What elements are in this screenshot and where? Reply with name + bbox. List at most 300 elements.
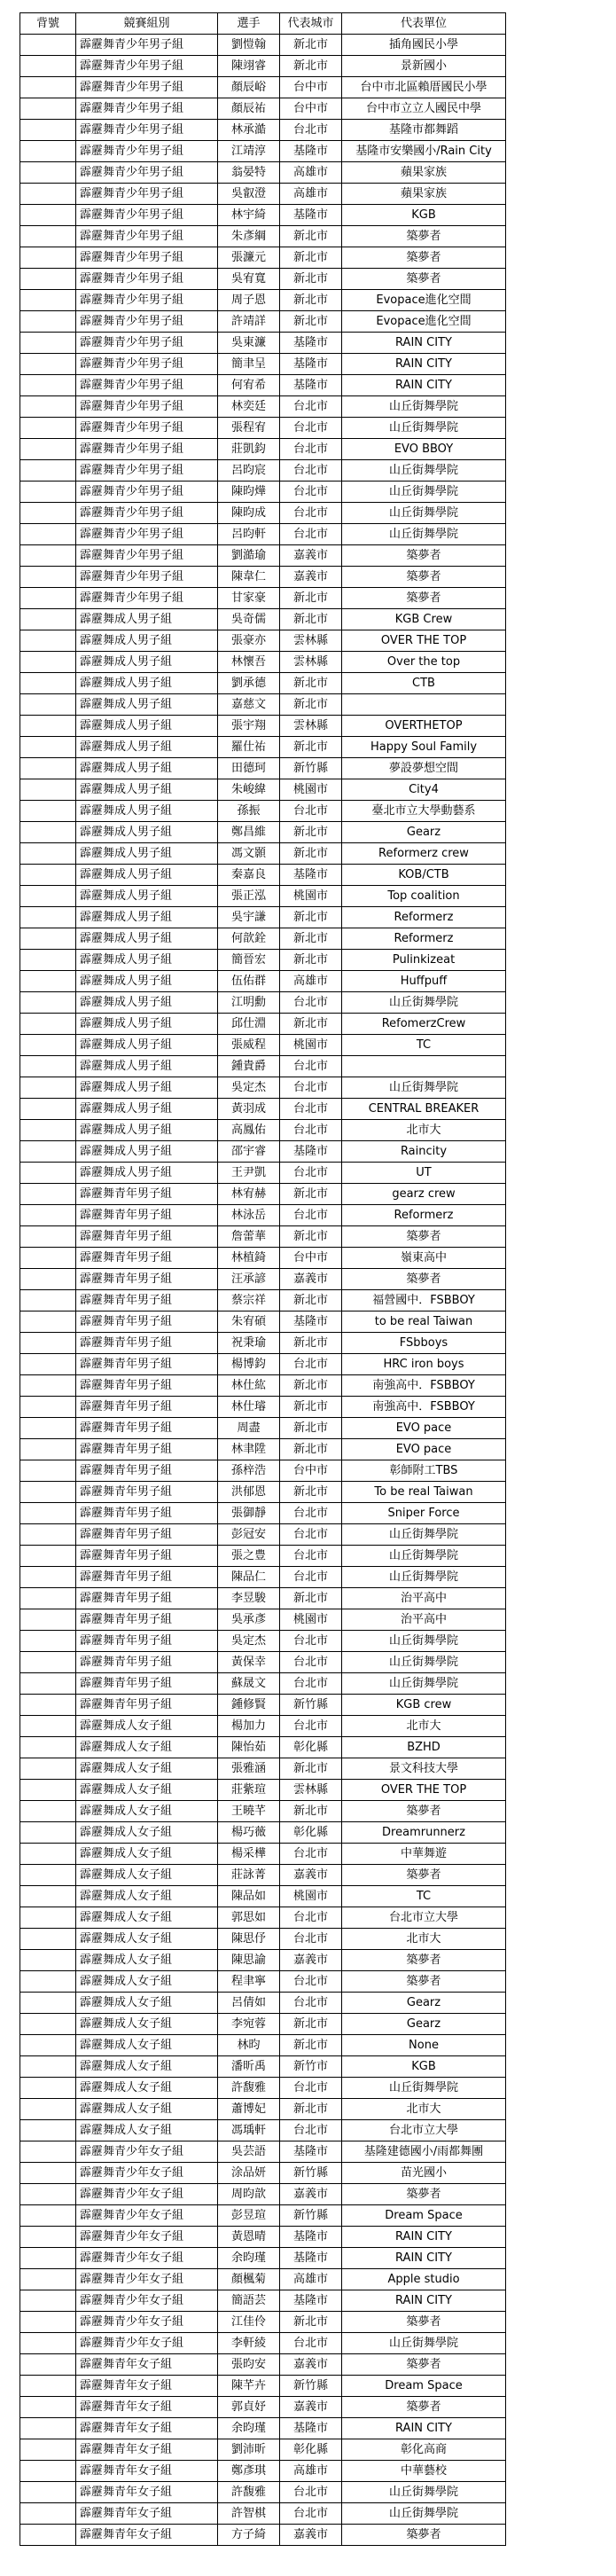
cell-division: 霹靂舞成人男子組 (76, 758, 218, 779)
cell-player: 羅仕祐 (218, 737, 280, 758)
cell-city: 嘉義市 (280, 2525, 342, 2546)
cell-number (20, 2099, 76, 2120)
table-row (20, 950, 506, 971)
cell-player: 林昀 (218, 2035, 280, 2056)
cell-city: 台北市 (280, 2078, 342, 2099)
cell-player: 方子綺 (218, 2525, 280, 2546)
cell-number (20, 758, 76, 779)
cell-number (20, 1652, 76, 1673)
cell-number (20, 2525, 76, 2546)
cell-unit: Sniper Force (342, 1503, 506, 1524)
column-header-city: 代表城市 (280, 13, 342, 35)
cell-number (20, 1099, 76, 1120)
cell-unit: RefomerzCrew (342, 1014, 506, 1035)
cell-division: 霹靂舞青少年男子組 (76, 269, 218, 290)
cell-number (20, 1907, 76, 1929)
cell-player: 鄭彥琪 (218, 2461, 280, 2482)
cell-division: 霹靂舞成人女子組 (76, 2078, 218, 2099)
table-row (20, 1588, 506, 1609)
cell-number (20, 1311, 76, 1333)
cell-number (20, 1716, 76, 1737)
cell-number (20, 779, 76, 801)
cell-division: 霹靂舞成人男子組 (76, 928, 218, 950)
cell-unit: Gearz (342, 822, 506, 843)
cell-unit: None (342, 2035, 506, 2056)
cell-number (20, 1141, 76, 1163)
cell-number (20, 2333, 76, 2354)
cell-division: 霹靂舞成人男子組 (76, 865, 218, 886)
table-row (20, 1163, 506, 1184)
table-row (20, 1567, 506, 1588)
cell-player: 陳昀燁 (218, 482, 280, 503)
cell-division: 霹靂舞成人女子組 (76, 1993, 218, 2014)
cell-unit: 蘋果家族 (342, 162, 506, 184)
table-row (20, 460, 506, 482)
cell-city: 雲林縣 (280, 630, 342, 652)
table-row (20, 1354, 506, 1375)
cell-division: 霹靂舞成人女子組 (76, 2099, 218, 2120)
cell-player: 黃保幸 (218, 1652, 280, 1673)
cell-division: 霹靂舞青年男子組 (76, 1567, 218, 1588)
cell-player: 朱宥碩 (218, 1311, 280, 1333)
cell-unit: RAIN CITY (342, 2248, 506, 2269)
cell-unit: To be real Taiwan (342, 1482, 506, 1503)
cell-player: 黃恩晴 (218, 2227, 280, 2248)
cell-division: 霹靂舞青年女子組 (76, 2503, 218, 2525)
cell-unit: 插角國民小學 (342, 35, 506, 56)
cell-city: 基隆市 (280, 2248, 342, 2269)
cell-number (20, 1460, 76, 1482)
cell-city: 新北市 (280, 290, 342, 311)
cell-division: 霹靂舞青少年男子組 (76, 311, 218, 333)
cell-division: 霹靂舞青年男子組 (76, 1397, 218, 1418)
cell-unit: 景新國小 (342, 56, 506, 77)
cell-city: 桃園市 (280, 1609, 342, 1631)
table-row (20, 843, 506, 865)
cell-division: 霹靂舞成人男子組 (76, 950, 218, 971)
cell-unit: 南強高中．FSBBOY (342, 1375, 506, 1397)
table-row (20, 2503, 506, 2525)
cell-player: 張之豊 (218, 1546, 280, 1567)
cell-unit: Reformerz crew (342, 843, 506, 865)
cell-division: 霹靂舞青年女子組 (76, 2418, 218, 2439)
cell-unit: gearz crew (342, 1184, 506, 1205)
cell-unit: 山丘街舞學院 (342, 1546, 506, 1567)
cell-city: 新北市 (280, 694, 342, 716)
cell-city: 新北市 (280, 1014, 342, 1035)
table-row (20, 1609, 506, 1631)
cell-city: 雲林縣 (280, 652, 342, 673)
table-row (20, 162, 506, 184)
cell-number (20, 503, 76, 524)
table-row (20, 2120, 506, 2141)
cell-player: 周昀歆 (218, 2184, 280, 2205)
cell-city: 台北市 (280, 1716, 342, 1737)
cell-city: 高雄市 (280, 162, 342, 184)
cell-division: 霹靂舞青年男子組 (76, 1205, 218, 1226)
cell-number (20, 822, 76, 843)
cell-unit: 嶺東高中 (342, 1248, 506, 1269)
cell-number (20, 2141, 76, 2163)
cell-city: 高雄市 (280, 2461, 342, 2482)
cell-division: 霹靂舞成人男子組 (76, 886, 218, 907)
cell-division: 霹靂舞青少年男子組 (76, 375, 218, 396)
cell-number (20, 1695, 76, 1716)
cell-player: 彭昱瑄 (218, 2205, 280, 2227)
table-row (20, 1269, 506, 1290)
cell-number (20, 2248, 76, 2269)
table-row (20, 1780, 506, 1801)
cell-player: 鍾貴爵 (218, 1056, 280, 1077)
table-row (20, 1120, 506, 1141)
table-row (20, 1524, 506, 1546)
cell-division: 霹靂舞青少年女子組 (76, 2163, 218, 2184)
cell-unit: Dreamrunnerz (342, 1822, 506, 1844)
cell-player: 李軒綾 (218, 2333, 280, 2354)
cell-player: 朱峻緯 (218, 779, 280, 801)
cell-division: 霹靂舞青少年男子組 (76, 588, 218, 609)
cell-number (20, 1886, 76, 1907)
cell-city: 新竹縣 (280, 1695, 342, 1716)
cell-division: 霹靂舞青年女子組 (76, 2397, 218, 2418)
cell-player: 鄭昌維 (218, 822, 280, 843)
cell-player: 祝秉瑜 (218, 1333, 280, 1354)
cell-player: 許智棋 (218, 2503, 280, 2525)
table-header (20, 13, 506, 35)
table-row (20, 226, 506, 247)
cell-unit: 台北市立大學 (342, 2120, 506, 2141)
cell-number (20, 141, 76, 162)
table-row (20, 333, 506, 354)
cell-player: 陳昀成 (218, 503, 280, 524)
table-row (20, 1333, 506, 1354)
cell-city: 新北市 (280, 1397, 342, 1418)
cell-city: 台北市 (280, 1354, 342, 1375)
cell-city: 台中市 (280, 1460, 342, 1482)
table-row (20, 375, 506, 396)
cell-player: 陳思諭 (218, 1950, 280, 1971)
cell-unit: 築夢者 (342, 2354, 506, 2376)
cell-number (20, 1929, 76, 1950)
cell-city: 雲林縣 (280, 716, 342, 737)
cell-player: 蕭博妃 (218, 2099, 280, 2120)
cell-unit: BZHD (342, 1737, 506, 1758)
cell-number (20, 2482, 76, 2503)
table-row (20, 503, 506, 524)
table-row (20, 992, 506, 1014)
cell-number (20, 269, 76, 290)
cell-number (20, 801, 76, 822)
cell-number (20, 1673, 76, 1695)
cell-city: 桃園市 (280, 779, 342, 801)
cell-unit: City4 (342, 779, 506, 801)
cell-number (20, 971, 76, 992)
cell-city: 基隆市 (280, 2290, 342, 2312)
cell-city: 新竹縣 (280, 758, 342, 779)
cell-number (20, 2418, 76, 2439)
table-row (20, 1673, 506, 1695)
cell-player: 許馥雅 (218, 2482, 280, 2503)
cell-city: 新北市 (280, 1333, 342, 1354)
table-row (20, 1035, 506, 1056)
table-row (20, 652, 506, 673)
cell-division: 霹靂舞青少年男子組 (76, 247, 218, 269)
cell-number (20, 98, 76, 120)
cell-player: 劉澔瑜 (218, 545, 280, 567)
cell-city: 新北市 (280, 1184, 342, 1205)
cell-unit: 夢設夢想空間 (342, 758, 506, 779)
cell-city: 台中市 (280, 77, 342, 98)
cell-player: 吳東濂 (218, 333, 280, 354)
cell-city: 新北市 (280, 1588, 342, 1609)
cell-division: 霹靂舞青少年女子組 (76, 2141, 218, 2163)
table-row (20, 865, 506, 886)
cell-player: 林植錡 (218, 1248, 280, 1269)
table-row (20, 2397, 506, 2418)
table-row (20, 588, 506, 609)
table-row (20, 1929, 506, 1950)
cell-number (20, 1631, 76, 1652)
cell-player: 許靖詳 (218, 311, 280, 333)
cell-city: 新竹縣 (280, 2376, 342, 2397)
cell-player: 周子恩 (218, 290, 280, 311)
cell-division: 霹靂舞青年男子組 (76, 1333, 218, 1354)
cell-player: 蘇晟文 (218, 1673, 280, 1695)
cell-division: 霹靂舞青年男子組 (76, 1184, 218, 1205)
cell-number (20, 673, 76, 694)
cell-division: 霹靂舞青年女子組 (76, 2376, 218, 2397)
cell-unit: 山丘街舞學院 (342, 524, 506, 545)
table-row (20, 439, 506, 460)
cell-player: 江明勳 (218, 992, 280, 1014)
cell-unit: 築夢者 (342, 2397, 506, 2418)
cell-unit: Gearz (342, 1993, 506, 2014)
cell-unit: 蘋果家族 (342, 184, 506, 205)
table-row (20, 1439, 506, 1460)
cell-player: 高鳳佑 (218, 1120, 280, 1141)
cell-city: 基隆市 (280, 1141, 342, 1163)
cell-unit: 北市大 (342, 2099, 506, 2120)
cell-unit: 北市大 (342, 1716, 506, 1737)
table-row (20, 205, 506, 226)
table-row (20, 354, 506, 375)
table-row (20, 2290, 506, 2312)
cell-number (20, 35, 76, 56)
cell-city: 台北市 (280, 1120, 342, 1141)
cell-division: 霹靂舞青年男子組 (76, 1652, 218, 1673)
table-row (20, 1546, 506, 1567)
cell-unit: 山丘街舞學院 (342, 1077, 506, 1099)
cell-player: 張程宥 (218, 418, 280, 439)
cell-player: 吳定杰 (218, 1077, 280, 1099)
cell-city: 新北市 (280, 35, 342, 56)
cell-unit: 築夢者 (342, 567, 506, 588)
cell-unit: 築夢者 (342, 1269, 506, 1290)
cell-city: 新北市 (280, 2099, 342, 2120)
cell-city: 嘉義市 (280, 2184, 342, 2205)
cell-player: 顏楓菊 (218, 2269, 280, 2290)
cell-number (20, 865, 76, 886)
cell-division: 霹靂舞成人男子組 (76, 822, 218, 843)
cell-division: 霹靂舞青年男子組 (76, 1695, 218, 1716)
cell-division: 霹靂舞成人男子組 (76, 630, 218, 652)
cell-number (20, 1184, 76, 1205)
column-header-player: 選手 (218, 13, 280, 35)
cell-player: 吳宥寬 (218, 269, 280, 290)
cell-division: 霹靂舞青年男子組 (76, 1290, 218, 1311)
cell-number (20, 120, 76, 141)
cell-number (20, 609, 76, 630)
cell-number (20, 886, 76, 907)
cell-division: 霹靂舞青年男子組 (76, 1439, 218, 1460)
cell-city: 新北市 (280, 2014, 342, 2035)
cell-player: 劉沛昕 (218, 2439, 280, 2461)
cell-division: 霹靂舞成人男子組 (76, 694, 218, 716)
cell-player: 林宥赫 (218, 1184, 280, 1205)
cell-number (20, 2120, 76, 2141)
table-row (20, 1822, 506, 1844)
table-row (20, 2439, 506, 2461)
cell-city: 新北市 (280, 822, 342, 843)
cell-city: 台北市 (280, 418, 342, 439)
table-row (20, 1397, 506, 1418)
table-row (20, 737, 506, 758)
cell-number (20, 1801, 76, 1822)
cell-division: 霹靂舞成人女子組 (76, 2056, 218, 2078)
cell-player: 翁晏特 (218, 162, 280, 184)
table-row (20, 77, 506, 98)
cell-division: 霹靂舞成人男子組 (76, 1014, 218, 1035)
cell-city: 台北市 (280, 1844, 342, 1865)
cell-division: 霹靂舞青年男子組 (76, 1375, 218, 1397)
table-row (20, 524, 506, 545)
cell-division: 霹靂舞成人男子組 (76, 1056, 218, 1077)
cell-city: 新竹縣 (280, 2205, 342, 2227)
cell-division: 霹靂舞青年男子組 (76, 1524, 218, 1546)
cell-player: 呂倩如 (218, 1993, 280, 2014)
cell-division: 霹靂舞成人女子組 (76, 1929, 218, 1950)
cell-player: 朱彥綱 (218, 226, 280, 247)
cell-division: 霹靂舞青年女子組 (76, 2439, 218, 2461)
cell-number (20, 1077, 76, 1099)
cell-unit: Dream Space (342, 2376, 506, 2397)
cell-city: 台北市 (280, 396, 342, 418)
table-row (20, 2099, 506, 2120)
cell-number (20, 1609, 76, 1631)
cell-city: 新竹縣 (280, 2163, 342, 2184)
cell-division: 霹靂舞青年女子組 (76, 2461, 218, 2482)
cell-player: 陳品如 (218, 1886, 280, 1907)
cell-division: 霹靂舞青少年男子組 (76, 205, 218, 226)
table-row (20, 2269, 506, 2290)
table-row (20, 801, 506, 822)
cell-number (20, 2376, 76, 2397)
cell-number (20, 290, 76, 311)
cell-player: 林奕廷 (218, 396, 280, 418)
cell-division: 霹靂舞成人男子組 (76, 907, 218, 928)
cell-division: 霹靂舞成人男子組 (76, 843, 218, 865)
cell-number (20, 2503, 76, 2525)
cell-unit: 築夢者 (342, 2184, 506, 2205)
cell-player: 呂昀宸 (218, 460, 280, 482)
cell-unit: 台北市立大學 (342, 1907, 506, 1929)
cell-unit: KGB Crew (342, 609, 506, 630)
cell-division: 霹靂舞青年男子組 (76, 1248, 218, 1269)
cell-division: 霹靂舞青少年男子組 (76, 545, 218, 567)
cell-player: 莊凱鈞 (218, 439, 280, 460)
cell-player: 王尹凱 (218, 1163, 280, 1184)
column-header-division: 競賽組別 (76, 13, 218, 35)
cell-number (20, 1780, 76, 1801)
cell-number (20, 1844, 76, 1865)
table-row (20, 2227, 506, 2248)
cell-number (20, 588, 76, 609)
cell-division: 霹靂舞青少年男子組 (76, 77, 218, 98)
cell-division: 霹靂舞青少年男子組 (76, 567, 218, 588)
cell-division: 霹靂舞青年男子組 (76, 1269, 218, 1290)
table-row (20, 1844, 506, 1865)
cell-city: 新北市 (280, 56, 342, 77)
cell-unit: 築夢者 (342, 269, 506, 290)
cell-division: 霹靂舞青年男子組 (76, 1482, 218, 1503)
cell-city: 新北市 (280, 843, 342, 865)
cell-city: 台北市 (280, 503, 342, 524)
cell-number (20, 2056, 76, 2078)
table-row (20, 1993, 506, 2014)
cell-player: 林聿陞 (218, 1439, 280, 1460)
cell-number (20, 2290, 76, 2312)
cell-player: 余昀瑾 (218, 2248, 280, 2269)
cell-player: 楊采樺 (218, 1844, 280, 1865)
cell-unit: 築夢者 (342, 1226, 506, 1248)
cell-player: 顏辰祐 (218, 98, 280, 120)
cell-number (20, 460, 76, 482)
cell-division: 霹靂舞成人女子組 (76, 1758, 218, 1780)
cell-number (20, 2439, 76, 2461)
cell-unit: 築夢者 (342, 2525, 506, 2546)
cell-city: 基隆市 (280, 354, 342, 375)
column-header-unit: 代表單位 (342, 13, 506, 35)
table-row (20, 120, 506, 141)
cell-city: 台北市 (280, 524, 342, 545)
cell-number (20, 567, 76, 588)
table-row (20, 1184, 506, 1205)
cell-unit: 基隆市安樂國小/Rain City (342, 141, 506, 162)
cell-city: 新北市 (280, 2035, 342, 2056)
cell-division: 霹靂舞成人女子組 (76, 1801, 218, 1822)
cell-division: 霹靂舞青少年男子組 (76, 120, 218, 141)
cell-player: 陳芊卉 (218, 2376, 280, 2397)
cell-unit: 苗光國小 (342, 2163, 506, 2184)
cell-division: 霹靂舞青少年男子組 (76, 333, 218, 354)
cell-city: 台北市 (280, 439, 342, 460)
cell-city: 台中市 (280, 98, 342, 120)
table-row (20, 1311, 506, 1333)
cell-city: 基隆市 (280, 865, 342, 886)
cell-number (20, 1248, 76, 1269)
cell-number (20, 2205, 76, 2227)
cell-city: 新北市 (280, 1482, 342, 1503)
cell-player: 張宇翔 (218, 716, 280, 737)
cell-division: 霹靂舞青少年男子組 (76, 524, 218, 545)
cell-division: 霹靂舞成人男子組 (76, 779, 218, 801)
cell-number (20, 418, 76, 439)
table-row (20, 1205, 506, 1226)
cell-number (20, 1205, 76, 1226)
cell-division: 霹靂舞青少年男子組 (76, 98, 218, 120)
cell-unit: 山丘街舞學院 (342, 992, 506, 1014)
cell-city: 基隆市 (280, 2227, 342, 2248)
